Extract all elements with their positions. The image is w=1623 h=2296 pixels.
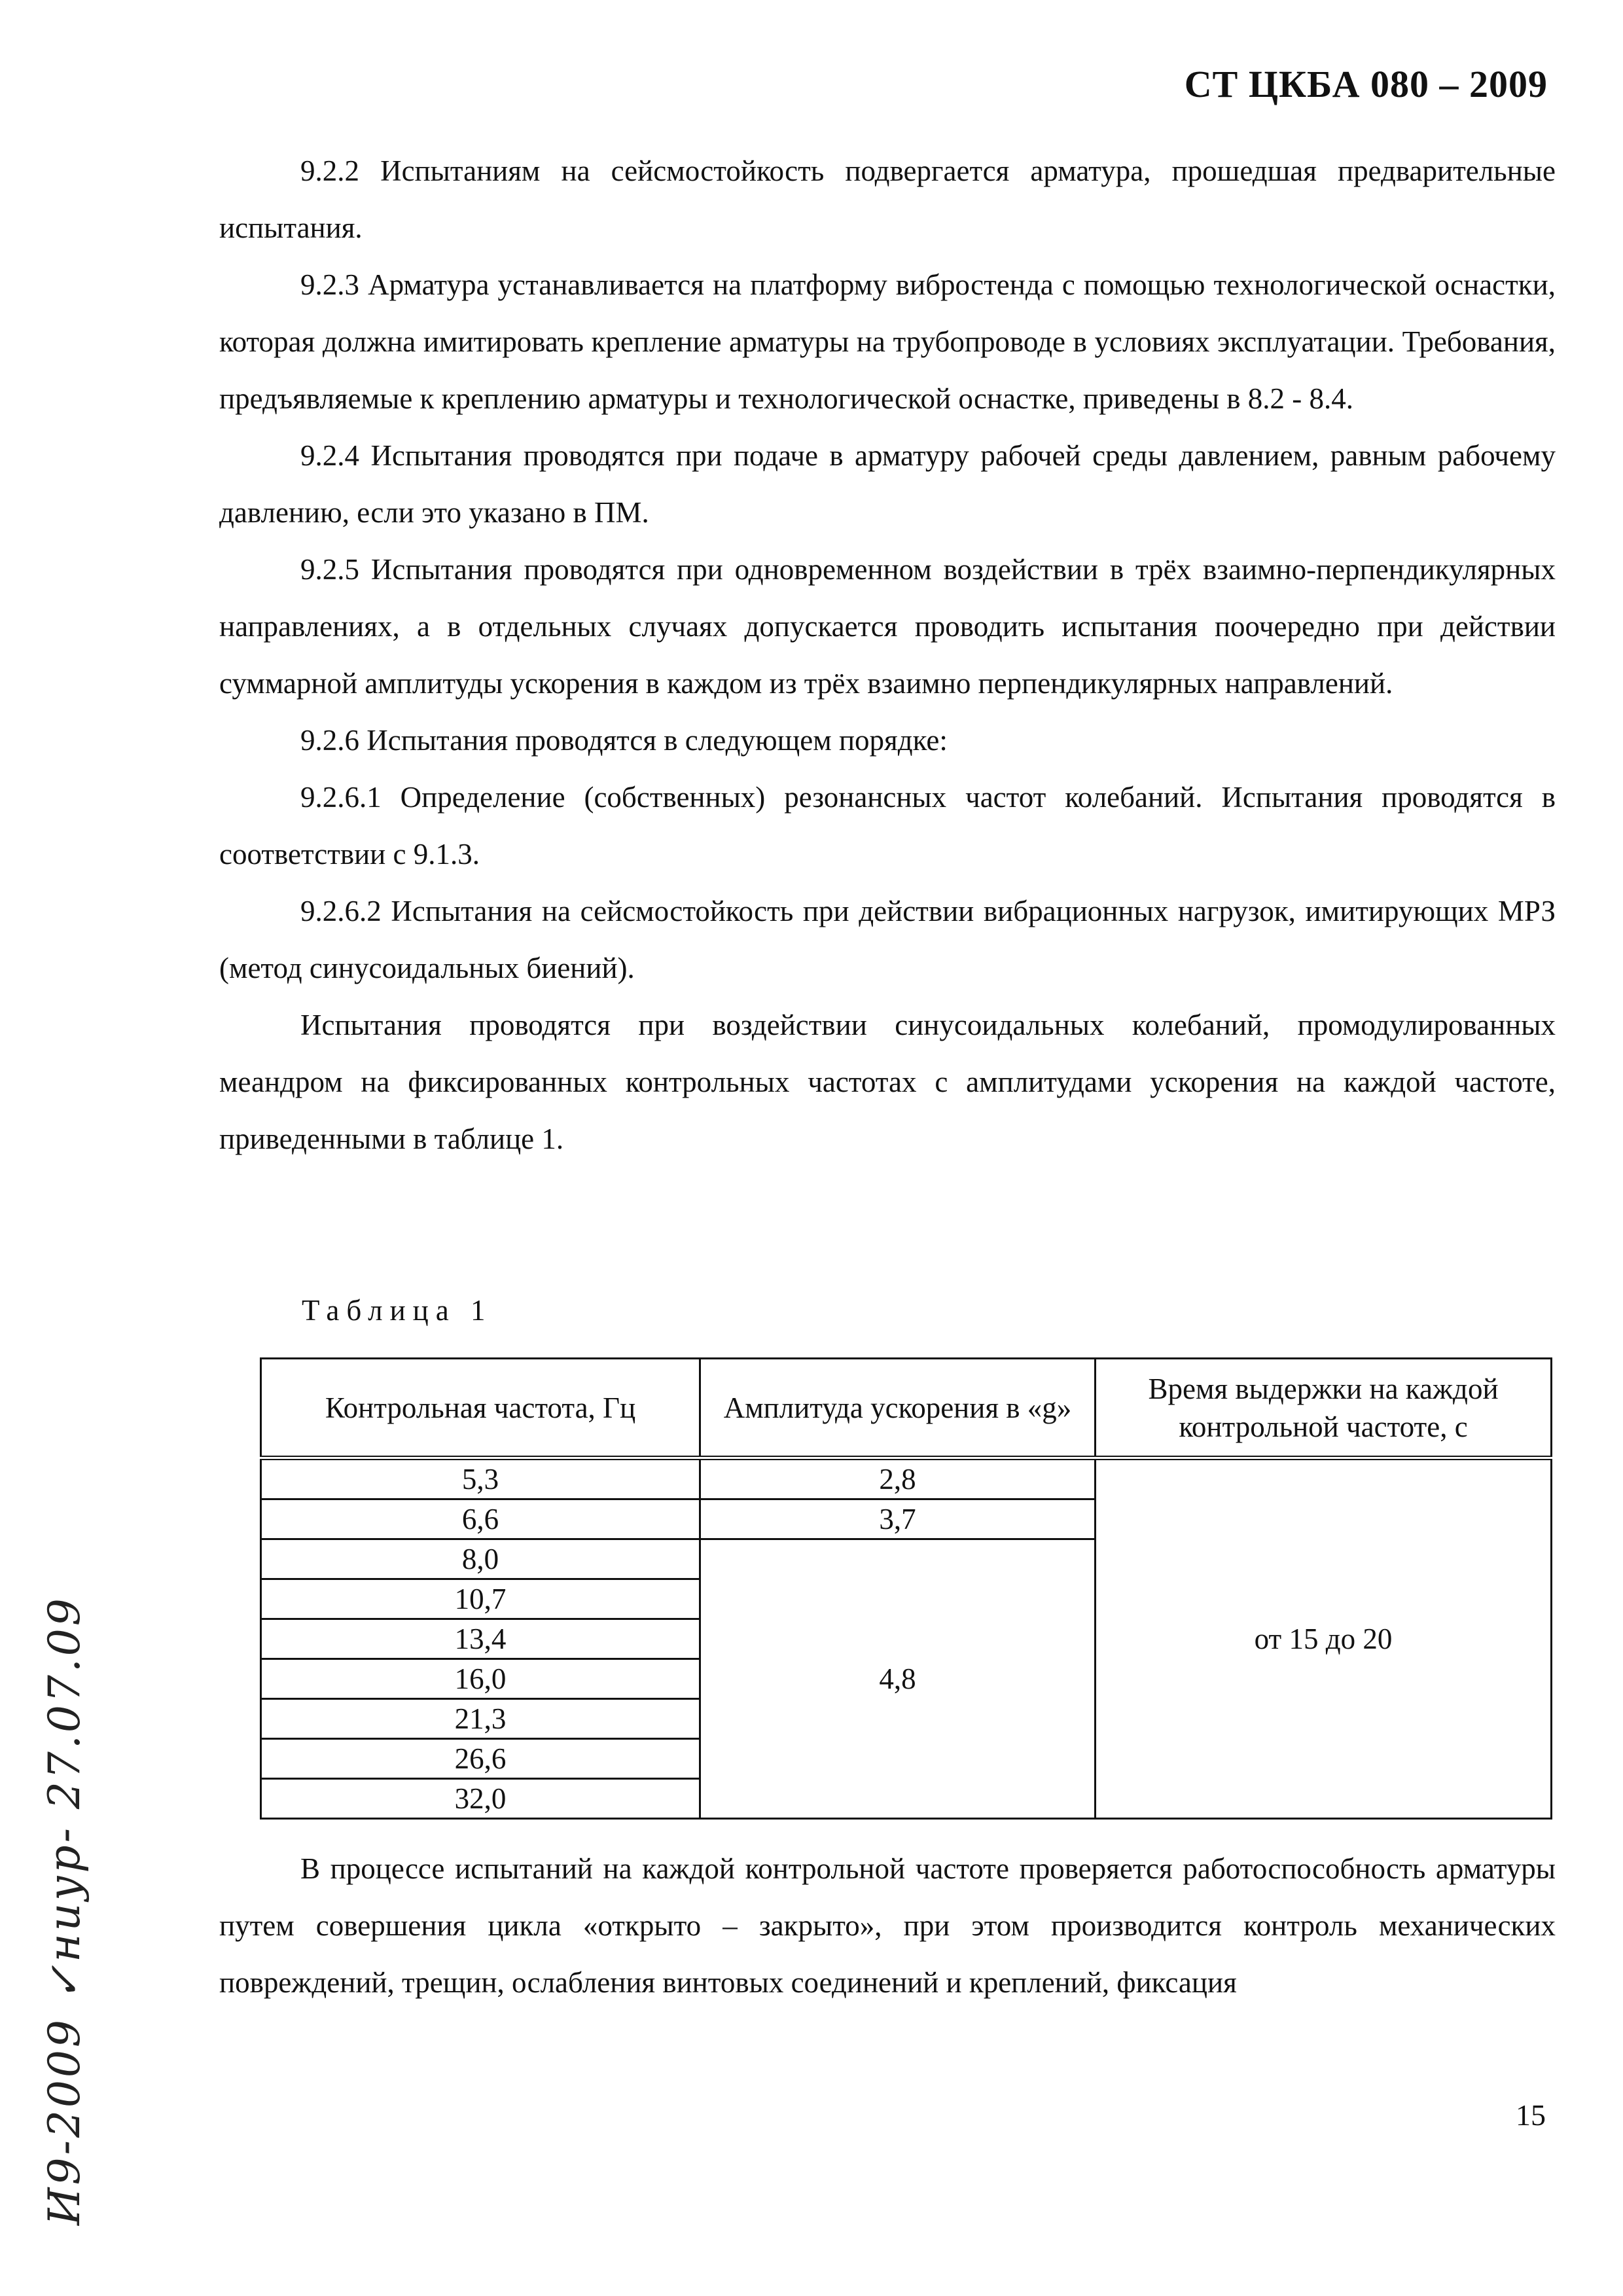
table-caption: Таблица 1 [302,1294,493,1327]
frequency-cell: 6,6 [261,1499,700,1539]
frequency-cell: 8,0 [261,1539,700,1579]
header-amplitude: Амплитуда ускорения в «g» [700,1359,1096,1458]
paragraph-9-2-5: 9.2.5 Испытания проводятся при одновременном воздействии в трёх взаимно-перпендикулярных направлениях, а в отдельных случаях допускается проводить испытания поочередно при действии суммарной амплитуды ускорения в каждом из трёх взаимно перпендикулярных направлений. [219,553,1556,700]
frequency-cell: 21,3 [261,1699,700,1739]
document-code: СТ ЦКБА 080 – 2009 [1184,63,1548,105]
body-text [219,143,1556,1168]
duration-cell: от 15 до 20 [1096,1458,1552,1819]
table-row [261,1458,1552,1499]
paragraph-9-2-3: 9.2.3 Арматура устанавливается на платформу вибростенда с помощью технологической оснастки, которая должна имитировать крепление арматуры на трубопроводе в условиях эксплуатации. Требования, предъявляемые к креплению арматуры и технологической оснастке, приведены в 8.2 - 8.4. [219,268,1556,415]
amplitude-cell: 2,8 [700,1458,1096,1499]
body-text-after-table [219,1840,1556,2011]
frequency-cell: 16,0 [261,1659,700,1699]
frequency-cell: 26,6 [261,1739,700,1779]
page-number: 15 [1516,2098,1546,2132]
frequency-cell: 32,0 [261,1779,700,1819]
amplitude-cell: 3,7 [700,1499,1096,1539]
paragraph-9-2-4: 9.2.4 Испытания проводятся при подаче в арматуру рабочей среды давлением, равным рабочему давлению, если это указано в ПМ. [219,439,1556,529]
paragraph-9-2-6: 9.2.6 Испытания проводятся в следующем порядке: [300,724,948,757]
frequency-table [260,1357,1552,1820]
frequency-cell: 13,4 [261,1619,700,1659]
paragraph-method: Испытания проводятся при воздействии синусоидальных колебаний, промодулированных меандром на фиксированных контрольных частотах с амплитудами ускорения на каждой частоте, приведенными в таблице 1. [219,1009,1556,1155]
amplitude-cell: 4,8 [700,1539,1096,1819]
frequency-cell: 5,3 [261,1458,700,1499]
header-duration: Время выдержки на каждой контрольной частоте, с [1096,1359,1552,1458]
paragraph-9-2-6-1: 9.2.6.1 Определение (собственных) резонансных частот колебаний. Испытания проводятся в соответствии с 9.1.3. [219,781,1556,870]
frequency-cell: 10,7 [261,1579,700,1619]
table-header-row [261,1359,1552,1458]
paragraph-9-2-6-2: 9.2.6.2 Испытания на сейсмостойкость при действии вибрационных нагрузок, имитирующих МРЗ (метод синусоидальных биений). [219,895,1556,984]
header-frequency: Контрольная частота, Гц [261,1359,700,1458]
paragraph-9-2-2: 9.2.2 Испытаниям на сейсмостойкость подвергается арматура, прошедшая предварительные испытания. [219,154,1556,244]
paragraph-test-process: В процессе испытаний на каждой контрольной частоте проверяется работоспособность арматуры путем совершения цикла «открыто – закрыто», при этом производится контроль механических повреждений, трещин, ослабления винтовых соединений и креплений, фиксация [219,1852,1556,1999]
handwritten-note: И9-2009 ✓ниур- 27.07.09 [39,1596,90,2225]
